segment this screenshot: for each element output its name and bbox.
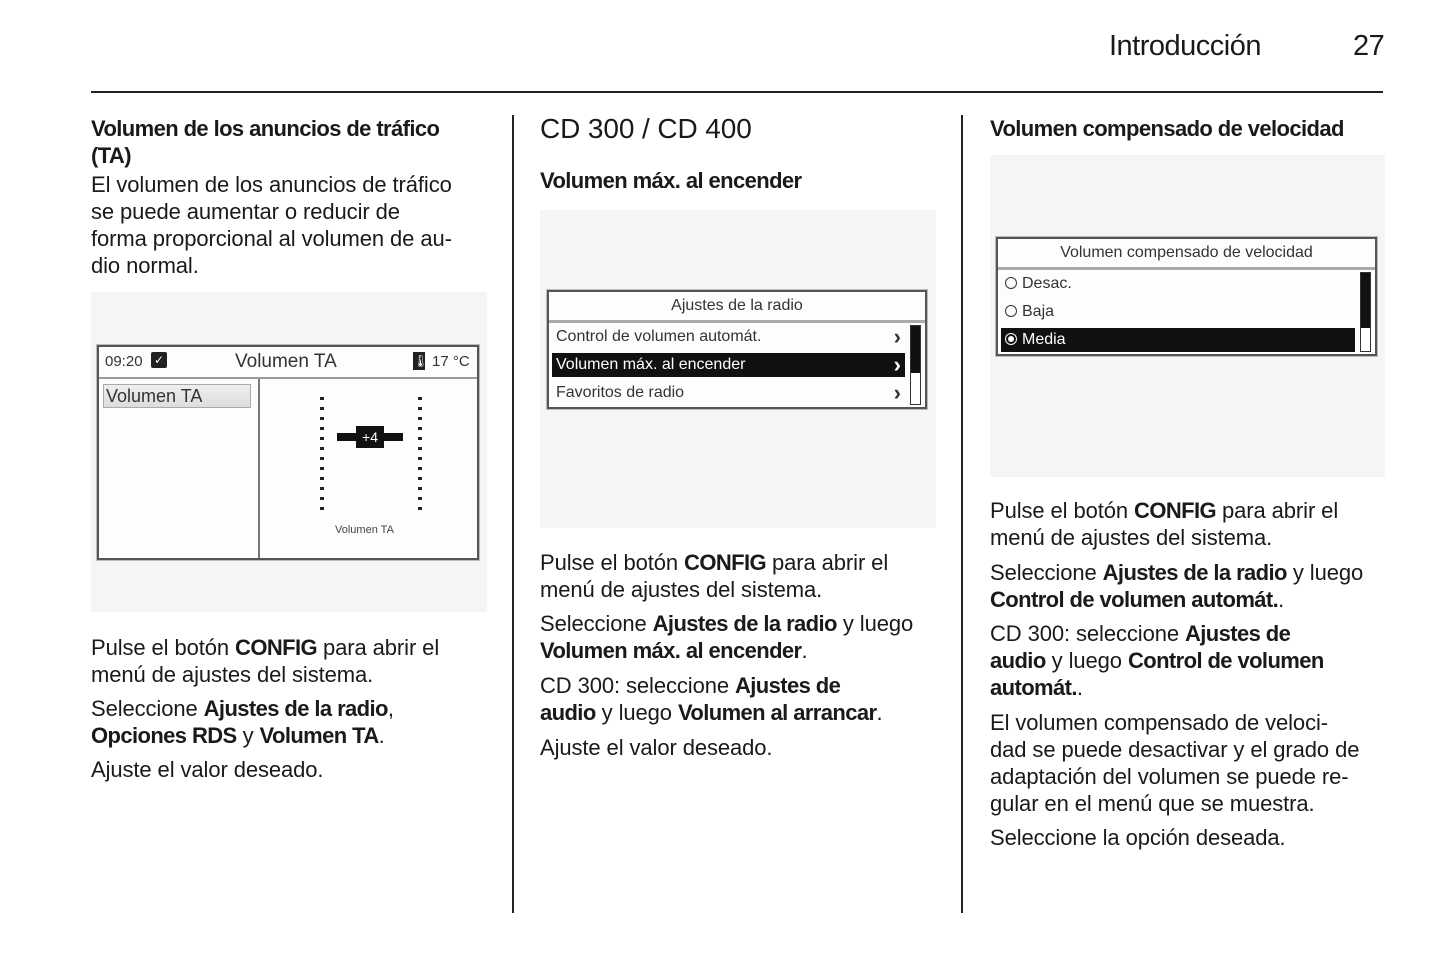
header-rule: [91, 91, 1383, 93]
text-run: Pulse el botón: [91, 635, 236, 660]
text-run: .: [1278, 587, 1285, 612]
paragraph: [990, 620, 1390, 701]
paragraph: [540, 734, 940, 761]
text-run: y luego: [595, 700, 678, 725]
paragraph: [91, 634, 491, 688]
display-title: Volumen TA: [235, 351, 337, 372]
paragraph: [990, 497, 1390, 551]
intro-text: El volumen de los anuncios de tráfico se puede aumentar o reducir de forma proporcional al volumen de au- dio normal.: [91, 172, 452, 278]
text-run: Pulse el botón: [990, 498, 1135, 523]
paragraph: [990, 824, 1390, 851]
bold-term: Control de volumen automát.: [990, 648, 1324, 700]
menu-item-label: Control de volumen automát.: [556, 328, 762, 345]
paragraph: [990, 559, 1390, 613]
scrollbar[interactable]: [1360, 272, 1371, 352]
menu-item-label: Favoritos de radio: [556, 384, 685, 401]
text-run: y: [236, 723, 260, 748]
paragraph: [990, 709, 1390, 817]
chevron-right-icon: ›: [893, 380, 901, 405]
screen-image: [540, 210, 936, 528]
text-run: Ajuste el valor deseado.: [540, 735, 773, 760]
column-divider: [512, 115, 514, 913]
menu-item[interactable]: [552, 325, 905, 349]
section-title: Introducción: [1109, 30, 1261, 62]
text-run: para abrir el menú de ajustes del sistema.: [91, 635, 440, 687]
bold-term: Ajustes de la radio: [1102, 560, 1287, 585]
display-volumen-compensado: [996, 237, 1377, 356]
text-run: para abrir el menú de ajustes del sistema.: [990, 498, 1339, 550]
bold-term: Ajustes de la radio: [652, 611, 837, 636]
section-heading: Volumen compensado de velocidad: [990, 116, 1344, 141]
thermometer-icon: 🌡: [413, 354, 429, 368]
radio-unchecked-icon: [1005, 277, 1017, 289]
text-run: Seleccione: [540, 611, 653, 636]
bold-term: CONFIG: [684, 550, 766, 575]
paragraph: [91, 695, 491, 749]
paragraph: [540, 610, 940, 664]
bold-term: Ajustes de audio: [540, 673, 841, 725]
text-run: para abrir el menú de ajustes del sistema.: [540, 550, 889, 602]
bold-term: CONFIG: [1134, 498, 1216, 523]
column-divider: [961, 115, 963, 913]
menu-item[interactable]: [552, 353, 905, 377]
text-run: Seleccione: [990, 560, 1103, 585]
bold-term: Volumen al arrancar: [677, 700, 877, 725]
text-run: Pulse el botón: [540, 550, 685, 575]
text-run: .: [1076, 675, 1083, 700]
scrollbar[interactable]: [910, 325, 921, 405]
text-run: y luego: [1045, 648, 1128, 673]
text-run: CD 300: seleccione: [990, 621, 1185, 646]
screen-image: [990, 155, 1385, 477]
text-run: Ajuste el valor deseado.: [91, 757, 324, 782]
bold-term: Control de volumen automát.: [990, 587, 1279, 612]
bold-term: Volumen máx. al encender: [540, 638, 802, 663]
status-bar: [99, 347, 477, 379]
radio-option-label: Desac.: [1022, 275, 1072, 292]
text-run: El volumen compensado de veloci- dad se puede desactivar y el grado de adaptación del volumen se puede re- gular en el menú que se muestra.: [990, 710, 1360, 816]
text-run: ,: [387, 696, 394, 721]
slider-label: Volumen TA: [335, 524, 394, 536]
radio-option[interactable]: [1001, 328, 1355, 352]
menu-item-volumen-ta[interactable]: Volumen TA: [103, 384, 251, 408]
temperature: 17 °C: [432, 353, 470, 370]
display-volumen-ta: [97, 345, 479, 560]
radio-unchecked-icon: [1005, 305, 1017, 317]
text-run: y luego: [1292, 560, 1364, 585]
chevron-right-icon: ›: [893, 324, 901, 349]
text-run: .: [801, 638, 808, 663]
slider-track-left: [320, 397, 324, 517]
display-ajustes-radio: [547, 290, 927, 409]
menu-item[interactable]: [552, 381, 905, 405]
slider-track-right: [418, 397, 422, 517]
paragraph: [540, 672, 940, 726]
screen-image: [91, 292, 487, 612]
text-run: Seleccione: [91, 696, 204, 721]
chevron-right-icon: ›: [893, 352, 901, 377]
text-run: Seleccione la opción deseada.: [990, 825, 1286, 850]
display-title: Ajustes de la radio: [549, 292, 925, 323]
radio-option-label: Baja: [1022, 303, 1055, 320]
bold-term: Ajustes de audio: [990, 621, 1291, 673]
bold-term: Volumen TA: [259, 723, 379, 748]
paragraph: [91, 756, 491, 783]
display-title: Volumen compensado de velocidad: [998, 239, 1375, 270]
radio-option[interactable]: [1001, 300, 1355, 324]
clock-time: 09:20: [105, 353, 143, 370]
left-pane: [99, 379, 260, 558]
paragraph: [540, 549, 940, 603]
section-heading: Volumen máx. al encender: [540, 168, 802, 193]
bold-term: Ajustes de la radio: [203, 696, 388, 721]
slider-value: +4: [356, 426, 384, 448]
text-run: .: [378, 723, 385, 748]
clock-icon: ✓: [151, 352, 167, 368]
radio-checked-icon: [1005, 333, 1017, 345]
bold-term: CONFIG: [235, 635, 317, 660]
text-run: CD 300: seleccione: [540, 673, 735, 698]
page-number: 27: [1353, 30, 1385, 62]
radio-option-label: Media: [1022, 331, 1066, 348]
volume-slider[interactable]: [259, 379, 477, 558]
section-heading: Volumen de los anuncios de tráfico (TA): [91, 116, 440, 168]
radio-option[interactable]: [1001, 272, 1355, 296]
bold-term: Opciones RDS: [91, 723, 237, 748]
section-title-cd: CD 300 / CD 400: [540, 113, 752, 144]
text-run: y luego: [842, 611, 914, 636]
text-run: .: [876, 700, 883, 725]
menu-item-label: Volumen máx. al encender: [556, 356, 746, 373]
